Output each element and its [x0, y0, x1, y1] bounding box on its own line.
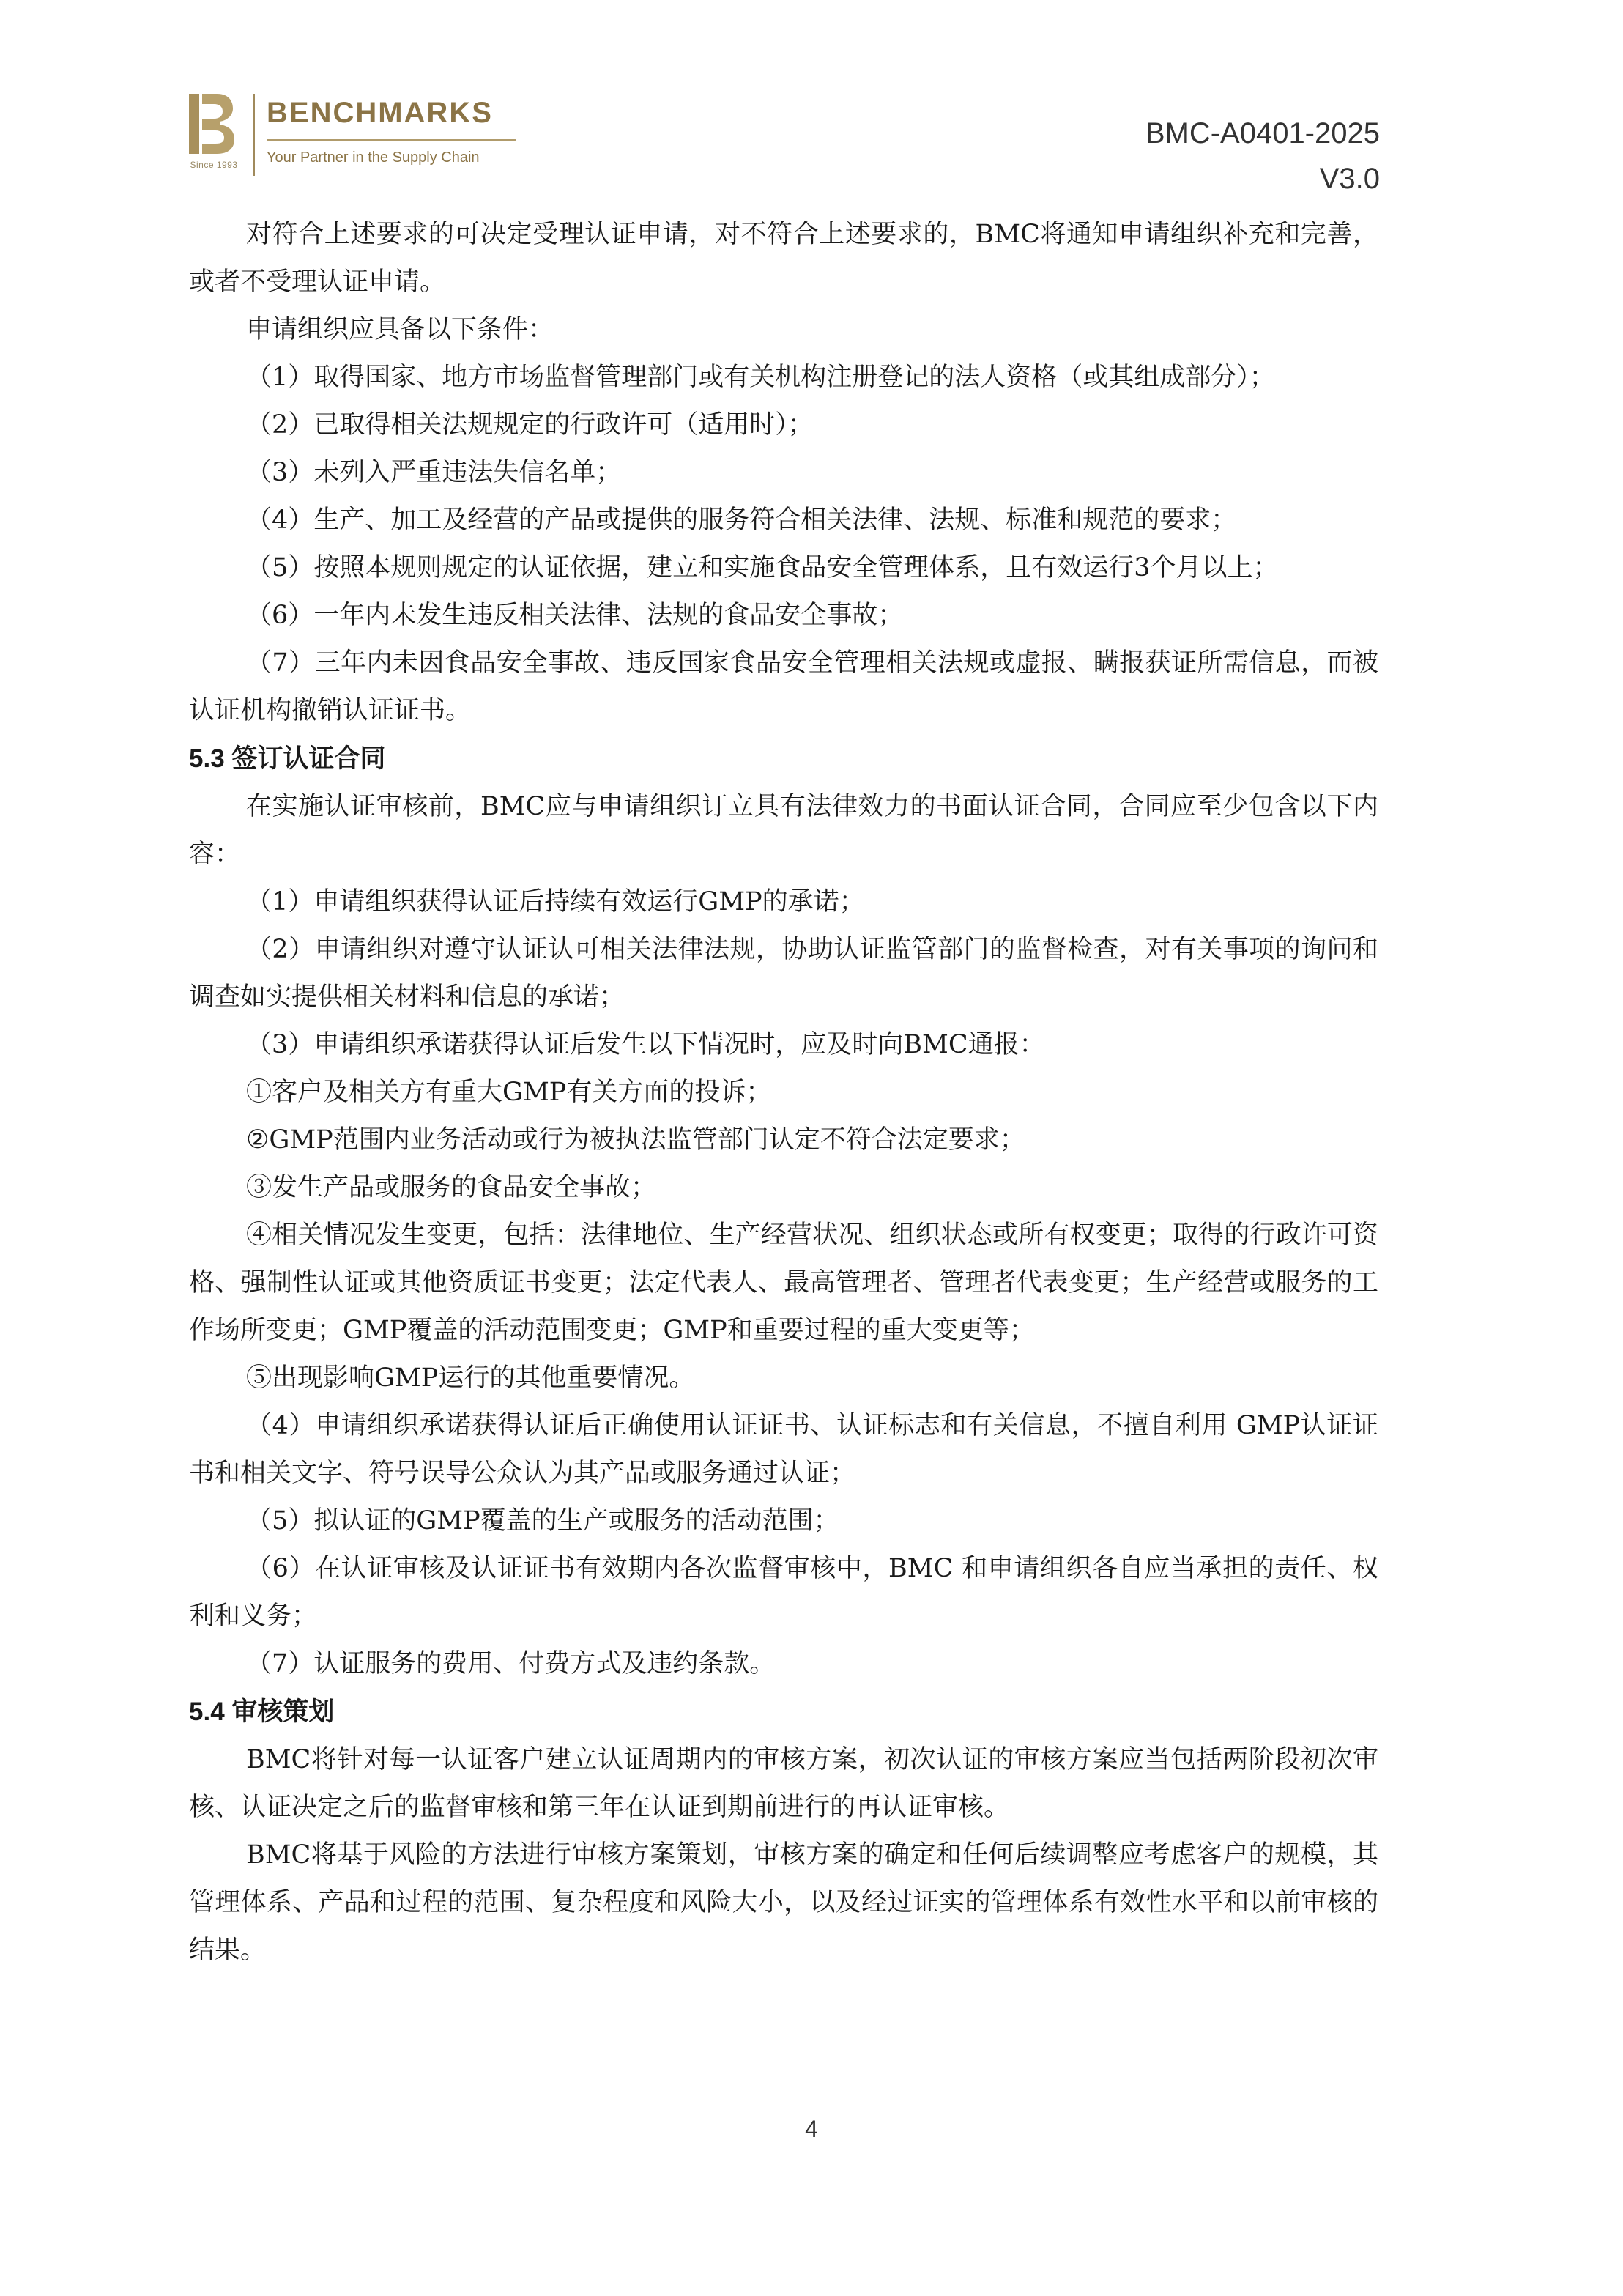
document-version: V3.0: [1319, 163, 1380, 195]
since-year: Since 1993: [190, 160, 238, 170]
section-5-4-heading: 5.4 审核策划: [189, 1697, 335, 1726]
conditions-intro: 申请组织应具备以下条件：: [246, 315, 554, 344]
condition-item: （6）一年内未发生违反相关法律、法规的食品安全事故；: [246, 601, 904, 630]
condition-item: （2）已取得相关法规规定的行政许可（适用时）；: [246, 410, 814, 440]
logo-rule: [267, 139, 516, 141]
report-item: ④相关情况发生变更，包括：法律地位、生产经营状况、组织状态或所有权变更；取得的行政许可资格、强制性认证或其他资质证书变更；法定代表人、最高管理者、管理者代表变更；生产经营或服务的工作场所变更；GMP覆盖的活动范围变更；GMP和重要过程的重大变更等；: [189, 1221, 1378, 1345]
contract-item: （2）申请组织对遵守认证认可相关法律法规，协助认证监管部门的监督检查，对有关事项的询问和调查如实提供相关材料和信息的承诺；: [189, 935, 1378, 1012]
benchmarks-logo-mark-icon: [187, 92, 237, 155]
report-item: ②GMP范围内业务活动或行为被执法监管部门认定不符合法定要求；: [246, 1125, 1025, 1155]
contract-item: （5）拟认证的GMP覆盖的生产或服务的活动范围；: [246, 1506, 839, 1536]
condition-item: （3）未列入严重违法失信名单；: [246, 458, 622, 487]
logo-divider: [253, 94, 255, 176]
report-item: ⑤出现影响GMP运行的其他重要情况。: [246, 1363, 695, 1393]
document-body: [189, 211, 1378, 1974]
condition-item: （7）三年内未因食品安全事故、违反国家食品安全管理相关法规或虚报、瞒报获证所需信息，而被认证机构撤销认证证书。: [189, 648, 1378, 725]
contract-item: （3）申请组织承诺获得认证后发生以下情况时，应及时向BMC通报：: [246, 1030, 1045, 1059]
intro-paragraph: 对符合上述要求的可决定受理认证申请，对不符合上述要求的，BMC将通知申请组织补充和完善，或者不受理认证申请。: [189, 220, 1378, 297]
section-5-4-paragraph: BMC将针对每一认证客户建立认证周期内的审核方案，初次认证的审核方案应当包括两阶段初次审核、认证决定之后的监督审核和第三年在认证到期前进行的再认证审核。: [189, 1745, 1378, 1822]
contract-item: （6）在认证审核及认证证书有效期内各次监督审核中，BMC 和申请组织各自应当承担的责任、权利和义务；: [189, 1554, 1378, 1631]
section-5-3-heading: 5.3 签订认证合同: [189, 744, 386, 773]
page-number: 4: [805, 2116, 818, 2142]
contract-item: （4）申请组织承诺获得认证后正确使用认证证书、认证标志和有关信息，不擅自利用 GMP认证证书和相关文字、符号误导公众认为其产品或服务通过认证；: [189, 1411, 1378, 1488]
document-number: BMC-A0401-2025: [1145, 117, 1380, 149]
report-item: ③发生产品或服务的食品安全事故；: [246, 1173, 657, 1202]
section-5-4-paragraph: BMC将基于风险的方法进行审核方案策划，审核方案的确定和任何后续调整应考虑客户的规模，其管理体系、产品和过程的范围、复杂程度和风险大小，以及经过证实的管理体系有效性水平和以前审核的结果。: [189, 1840, 1378, 1965]
condition-item: （5）按照本规则规定的认证依据，建立和实施食品安全管理体系，且有效运行3个月以上；: [246, 553, 1279, 582]
contract-item: （1）申请组织获得认证后持续有效运行GMP的承诺；: [246, 887, 865, 916]
report-item: ①客户及相关方有重大GMP有关方面的投诉；: [246, 1078, 772, 1107]
brand-tagline: Your Partner in the Supply Chain: [267, 149, 480, 166]
brand-name: BENCHMARKS: [267, 97, 493, 129]
condition-item: （4）生产、加工及经营的产品或提供的服务符合相关法律、法规、标准和规范的要求；: [246, 506, 1237, 535]
contract-item: （7）认证服务的费用、付费方式及违约条款。: [246, 1649, 776, 1678]
benchmarks-logo: [187, 89, 524, 180]
section-5-3-intro: 在实施认证审核前，BMC应与申请组织订立具有法律效力的书面认证合同，合同应至少包含以下内容：: [189, 792, 1378, 869]
condition-item: （1）取得国家、地方市场监督管理部门或有关机构注册登记的法人资格（或其组成部分）；: [246, 363, 1275, 392]
